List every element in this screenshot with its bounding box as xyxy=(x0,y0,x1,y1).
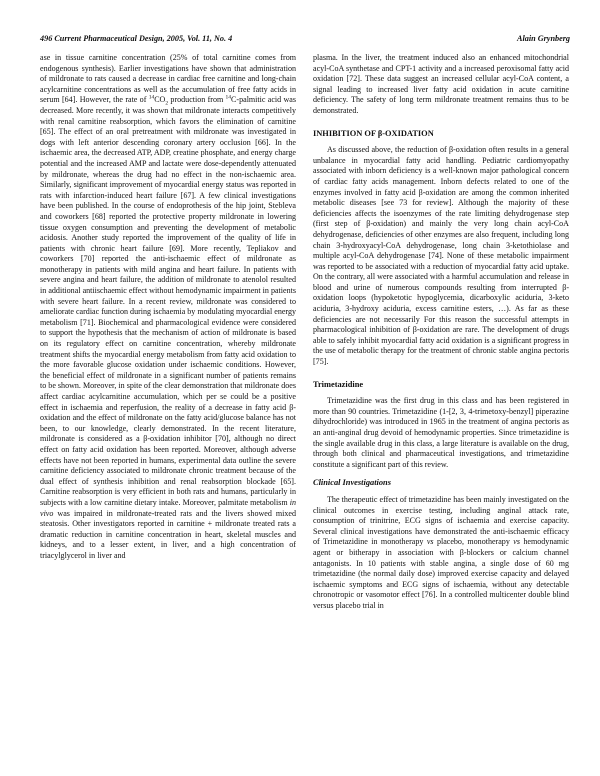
paragraph-clinical: The therapeutic effect of trimetazidine has been mainly investigated on the clinical outcomes in exercise testing, including anginal attack rate, consumption of trinitrine, ECG signs of ischaemia and exercise capacity. Several clinical investigations have demonstrated the anti-ischaemic efficacy of Trimetazidine in monotherapy vs placebo, monotherapy vs hemodynamic agent or bitherapy in association with β-blockers or calcium channel antagonists. In 10 patients with stable angina, a single dose of 60 mg trimetazidine (the normal daily dose) improved exercise capacity and delayed ischaemic symptoms and ECG signs of ischaemia, without any detectable chronotropic or vasomotor effect [76]. In a controlled multicenter double blind versus placebo trial in xyxy=(313,494,569,610)
running-header xyxy=(40,34,570,46)
paragraph-mildronate: ase in tissue carnitine concentration (25% of total carnitine comes from endogenous synthesis). Earlier investigations have shown that administration of mildronate to rats caused a decrease in cardiac free carnitine and long-chain acylcarnitine concentrations as well as the accumulation of free fatty acids in serum [64]. However, the rate of $^{14}CO_2$ production from $^{14}$C-palmitic acid was decreased. More recently, it was shown that mildronate interacts competitively with renal carnitine reabsorption, which favors the elimination of carnitine [65]. The effect of an oral pretreatment with mildronate was investigated in dogs with left anterior descending coronary artery occlusion [66]. In the ischaemic area, the decreased ATP, ADP, creatine phosphate, and energy charge potential and the increased AMP and lactate were dose-dependently attenuated by mildronate, whereas the drug had no effect in the non-ischaemic area. Similarly, significant improvement of myocardial energy status was reported in rats with infarction-induced heart failure [67]. A few clinical investigations have been published. In the course of endoprothesis of the hip joint, Stebleva and coworkers [68] reported the protective property mildronate in lowering tissue oxygen consumption and preventing the development of metabolic acidosis. Another study reported the improvement of the quality of life in patients with chronic heart failure [69]. More recently, Tepliakov and coworkers [70] reported the anti-ischaemic effect of mildronate as monotherapy in patients with mild angina and heart failure. In patients with severe angina and heart failure, the addition of mildronate to atenolol resulted in additional antiischaemic effect without hemodynamic impairment in patients with severe heart failure. In a recent review, mildronate was considered to ameliorate cardiac function during ischaemia by modulating myocardial energy metabolism [71]. Biochemical and pharmacological evidence were considered to support the hypothesis that the mechanism of action of mildronate is based on its regulatory effect on carnitine concentration, whereby mildronate treatment shifts the myocardial energy metabolism from fatty acid oxidation to the more favorable glucose oxidation under ischaemic conditions. However, the beneficial effect of mildronate in a significant number of patients remains to be shown. Moreover, in spite of the clear demonstration that mildronate does affect cardiac acylcarnitine accumulation, which per se could be a positive effect in ischaemia and reperfusion, the reality of a decrease in fatty acid β-oxidation and the effect of mildronate on the fatty acid/glucose balance has not been, to our knowledge, clearly demonstrated. In the recent literature, mildronate is considered as a β-oxidation inhibitor [70], although no direct effect on fatty acid oxidation has been reported. Moreover, although adverse effects have not been reported in humans, experimental data outline the severe carnitine deficiency associated to mildronate chronic treatment because of the dual effect of synthesis inhibition and renal reabsorption blockade [65]. Carnitine reabsorption is very efficient in both rats and humans, particularly in subjects with a low carnitine dietary intake. Moreover, palmitate metabolism in vivo was impaired in mildronate-treated rats and the livers showed mixed steatosis. Other investigators reported in carnitine + mildronate treated rats a dramatic reduction in carnitine concentration in heart, skeletal muscles and kidneys, and to a lesser extent, in liver, and a high concentration of triacylglycerol in liver and xyxy=(40,53,296,560)
left-column xyxy=(40,53,296,562)
right-column xyxy=(313,53,569,612)
paragraph-liver-plasma: plasma. In the liver, the treatment induced also an enhanced mitochondrial acyl-CoA synthetase and CPT-1 activity and a increased peroxisomal fatty acid oxidation [72]. These data suggest an increased cellular acyl-CoA content, a signal leading to increased liver fatty acid oxidation in acute carnitine deficiency. The safety of long term mildronate treatment remains thus to be demonstrated. xyxy=(313,53,569,115)
journal-citation: 496 Current Pharmaceutical Design, 2005, Vol. 11, No. 4 xyxy=(40,34,233,43)
paragraph-beta-oxidation: As discussed above, the reduction of β-oxidation often results in a general unbalance in myocardial fatty acid handling. Pediatric cardiomyopathy associated with inborn deficiency is a well-known major pathological concern of cardiac fatty acids management. Inborn defects related to one of the enzymes involved in fatty acid β-oxidation are among the common inherited metabolic diseases [see 73 for review]. Although the majority of these deficiencies affects the isoenzymes of the rate limiting dehydrogenase step (first step of β-oxidation) and mainly the very long chain acyl-CoA dehydrogenase, deficiencies of other enzymes are also frequent, including long chain 3-hydroxyacyl-CoA dehydrogenase, long chain 3-ketothiolase and multiple acyl-CoA dehydrogenase [74]. None of these metabolic impairment was reported to be associated with a reduction of myocardial fatty acid uptake. On the contrary, all were associated with a harmful accumulation and release in blood and urine of numerous compounds resulting from interrupted β-oxidation loops (hypoketotic hypoglycemia, dicarboxylic aciduria, 3-keto aciduria, 3-hydroxy aciduria, excess carnitine esters, …). As far as these deficiencies are not necessarily For this reason the successful attempts in pharmacological inhibition of β-oxidation are rare. The development of drugs able to safely inhibit myocardial fatty acid oxidation is a significant progress in the use of metabolic therapy for the treatment of chronic stable angina pectoris [75]. xyxy=(313,145,569,367)
section-heading-trimetazidine: Trimetazidine xyxy=(313,379,364,389)
paragraph-trimetazidine: Trimetazidine was the first drug in this class and has been registered in more than 90 countries. Trimetazidine (1-[2, 3, 4-trimetoxy-benzyl] piperazine dihydrochloride) was introduced in 1965 in the treatment of angina pectoris as an anti-anginal drug devoid of hemodynamic properties. Since trimetazidine is the single available drug in this class, a large literature is available on the drug, through both clinical and pharmaceutical investigations, and trimetazidine constitute a significant part of this review. xyxy=(313,396,569,469)
subsection-heading-clinical: Clinical Investigations xyxy=(313,478,391,488)
author-name: Alain Grynberg xyxy=(517,34,570,43)
section-heading-inhibition: INHIBITION OF β-OXIDATION xyxy=(313,128,434,138)
